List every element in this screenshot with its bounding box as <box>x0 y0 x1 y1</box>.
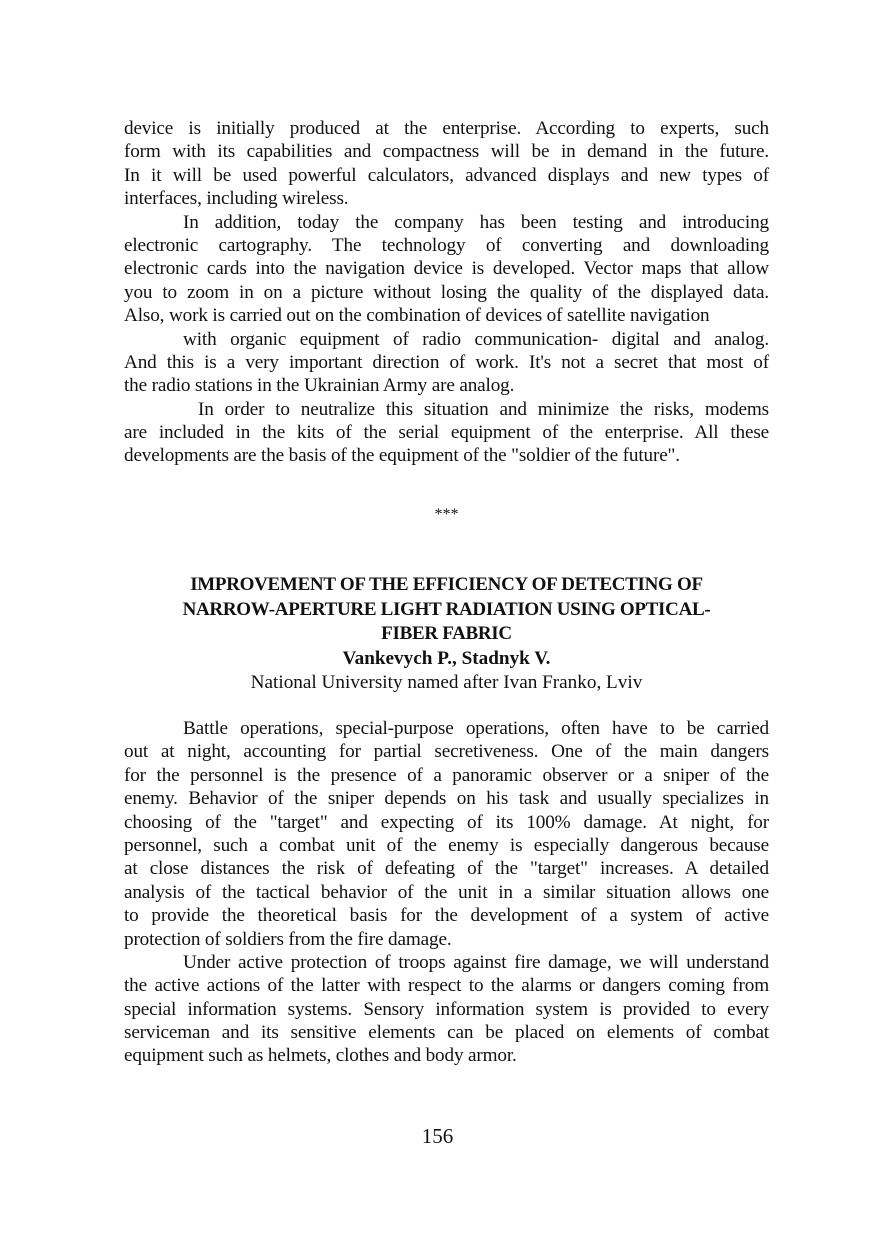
article-paragraph-2 <box>124 951 769 1068</box>
text-line: developments are the basis of the equipment of the "soldier of the future". <box>124 445 680 467</box>
text-line: are included in the kits of the serial equipment of the enterprise. All these <box>124 422 769 444</box>
text-line: protection of soldiers from the fire damage. <box>124 928 452 950</box>
text-line: form with its capabilities and compactness will be in demand in the future. <box>124 141 769 163</box>
text-line: enemy. Behavior of the sniper depends on his task and usually specializes in <box>124 788 769 810</box>
paragraph-2 <box>124 211 769 328</box>
paragraph-3 <box>124 328 769 398</box>
text-line: Battle operations, special-purpose operations, often have to be carried <box>183 718 769 739</box>
text-line: Also, work is carried out on the combination of devices of satellite navigation <box>124 305 710 327</box>
article-paragraph-1 <box>124 717 769 951</box>
text-line: special information systems. Sensory information system is provided to every <box>124 998 769 1020</box>
article-title-line: FIBER FABRIC <box>381 623 512 644</box>
page-content <box>124 117 769 1067</box>
text-line: the active actions of the latter with respect to the alarms or dangers coming from <box>124 975 769 997</box>
text-line: the radio stations in the Ukrainian Army are analog. <box>124 375 515 397</box>
text-line: serviceman and its sensitive elements can be placed on elements of combat <box>124 1022 769 1044</box>
text-line: In order to neutralize this situation and minimize the risks, modems <box>198 398 769 420</box>
text-line: device is initially produced at the enterprise. According to experts, such <box>124 118 769 139</box>
text-line: And this is a very important direction of work. It's not a secret that most of <box>124 351 769 373</box>
text-line: electronic cards into the navigation device is developed. Vector maps that allow <box>124 258 769 280</box>
text-line: to provide the theoretical basis for the development of a system of active <box>124 905 769 927</box>
text-line: choosing of the "target" and expecting of its 100% damage. At night, for <box>124 811 769 833</box>
page-number: 156 <box>421 1124 454 1148</box>
article-authors: Vankevych P., Stadnyk V. <box>342 647 551 669</box>
text-line: electronic cartography. The technology of converting and downloading <box>124 234 769 256</box>
text-line: with organic equipment of radio communication- digital and analog. <box>183 328 769 350</box>
previous-article-continuation <box>124 117 769 468</box>
text-line: for the personnel is the presence of a panoramic observer or a sniper of the <box>124 764 769 786</box>
section-separator: *** <box>434 506 459 523</box>
article-title-line: IMPROVEMENT OF THE EFFICIENCY OF DETECTING OF <box>190 574 703 595</box>
text-line: you to zoom in on a picture without losing the quality of the displayed data. <box>124 281 769 303</box>
text-line: out at night, accounting for partial secretiveness. One of the main dangers <box>124 741 769 763</box>
article-body <box>124 717 769 1068</box>
text-line: Under active protection of troops against fire damage, we will understand <box>183 951 769 973</box>
text-line: equipment such as helmets, clothes and body armor. <box>124 1045 517 1067</box>
article-title-line: NARROW-APERTURE LIGHT RADIATION USING OPTICAL- <box>182 598 711 620</box>
text-line: personnel, such a combat unit of the enemy is especially dangerous because <box>124 834 769 856</box>
text-line: In it will be used powerful calculators, advanced displays and new types of <box>124 164 769 186</box>
text-line: at close distances the risk of defeating of the "target" increases. A detailed <box>124 858 769 880</box>
text-line: interfaces, including wireless. <box>124 188 349 210</box>
text-line: analysis of the tactical behavior of the unit in a similar situation allows one <box>124 881 769 903</box>
paragraph-4 <box>124 398 769 468</box>
text-line: In addition, today the company has been testing and introducing <box>183 211 769 233</box>
article-affiliation: National University named after Ivan Franko, Lviv <box>250 671 643 693</box>
article-header <box>124 573 769 695</box>
paragraph-1 <box>124 117 769 211</box>
